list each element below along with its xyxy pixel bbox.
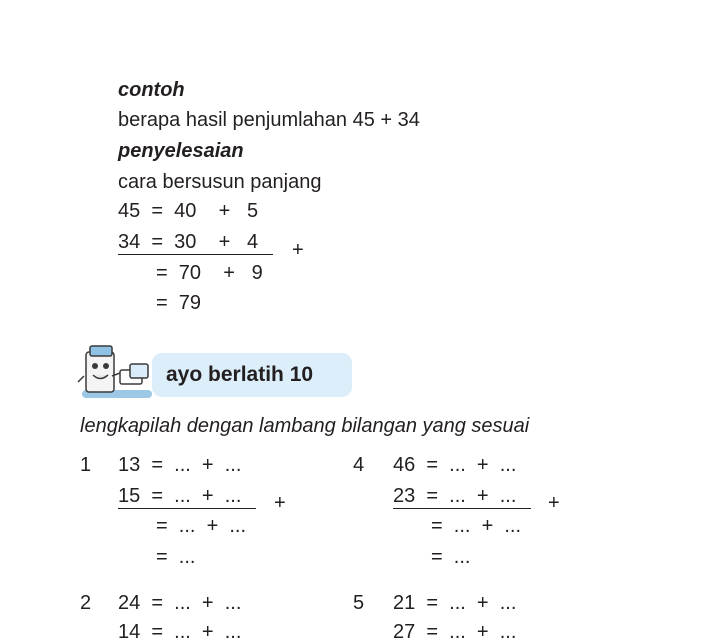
exercise-title: ayo berlatih 10 bbox=[166, 363, 314, 386]
example-question: berapa hasil penjumlahan 45 + 34 bbox=[118, 109, 420, 131]
book-mascot-icon bbox=[76, 340, 156, 402]
method-label: cara bersusun panjang bbox=[118, 171, 322, 193]
problem-5-number: 5 bbox=[353, 592, 365, 614]
problem-4-plus-sign: + bbox=[548, 492, 560, 514]
problem-2-number: 2 bbox=[80, 592, 92, 614]
problem-1-line-4: = ... bbox=[156, 546, 196, 568]
problem-1-line-2: 15 = ... + ... bbox=[118, 484, 256, 509]
solution-label: penyelesaian bbox=[118, 140, 244, 162]
problem-1-line-1: 13 = ... + ... bbox=[118, 454, 242, 476]
problem-1-line-3: = ... + ... bbox=[156, 515, 247, 537]
exercise-instruction: lengkapilah dengan lambang bilangan yang sesuai bbox=[80, 415, 530, 437]
problem-1-number: 1 bbox=[80, 454, 92, 476]
problem-1-plus-sign: + bbox=[274, 492, 286, 514]
example-line-3: = 70 + 9 bbox=[156, 262, 263, 284]
problem-4-line-2: 23 = ... + ... bbox=[393, 484, 531, 509]
problem-2-line-2: 14 = ... + ... bbox=[118, 621, 242, 643]
example-label: contoh bbox=[118, 79, 185, 101]
example-line-2: 34 = 30 + 4 bbox=[118, 230, 273, 255]
problem-5-line-1: 21 = ... + ... bbox=[393, 592, 517, 614]
problem-4-line-1: 46 = ... + ... bbox=[393, 454, 517, 476]
problem-4-line-4: = ... bbox=[431, 546, 471, 568]
example-line-1: 45 = 40 + 5 bbox=[118, 200, 259, 222]
problem-4-line-3: = ... + ... bbox=[431, 515, 522, 537]
example-plus-sign: + bbox=[292, 239, 304, 261]
problem-4-number: 4 bbox=[353, 454, 365, 476]
problem-2-line-1: 24 = ... + ... bbox=[118, 592, 242, 614]
problem-5-line-2: 27 = ... + ... bbox=[393, 621, 517, 643]
exercise-header bbox=[152, 353, 352, 397]
example-line-4: = 79 bbox=[156, 292, 202, 314]
